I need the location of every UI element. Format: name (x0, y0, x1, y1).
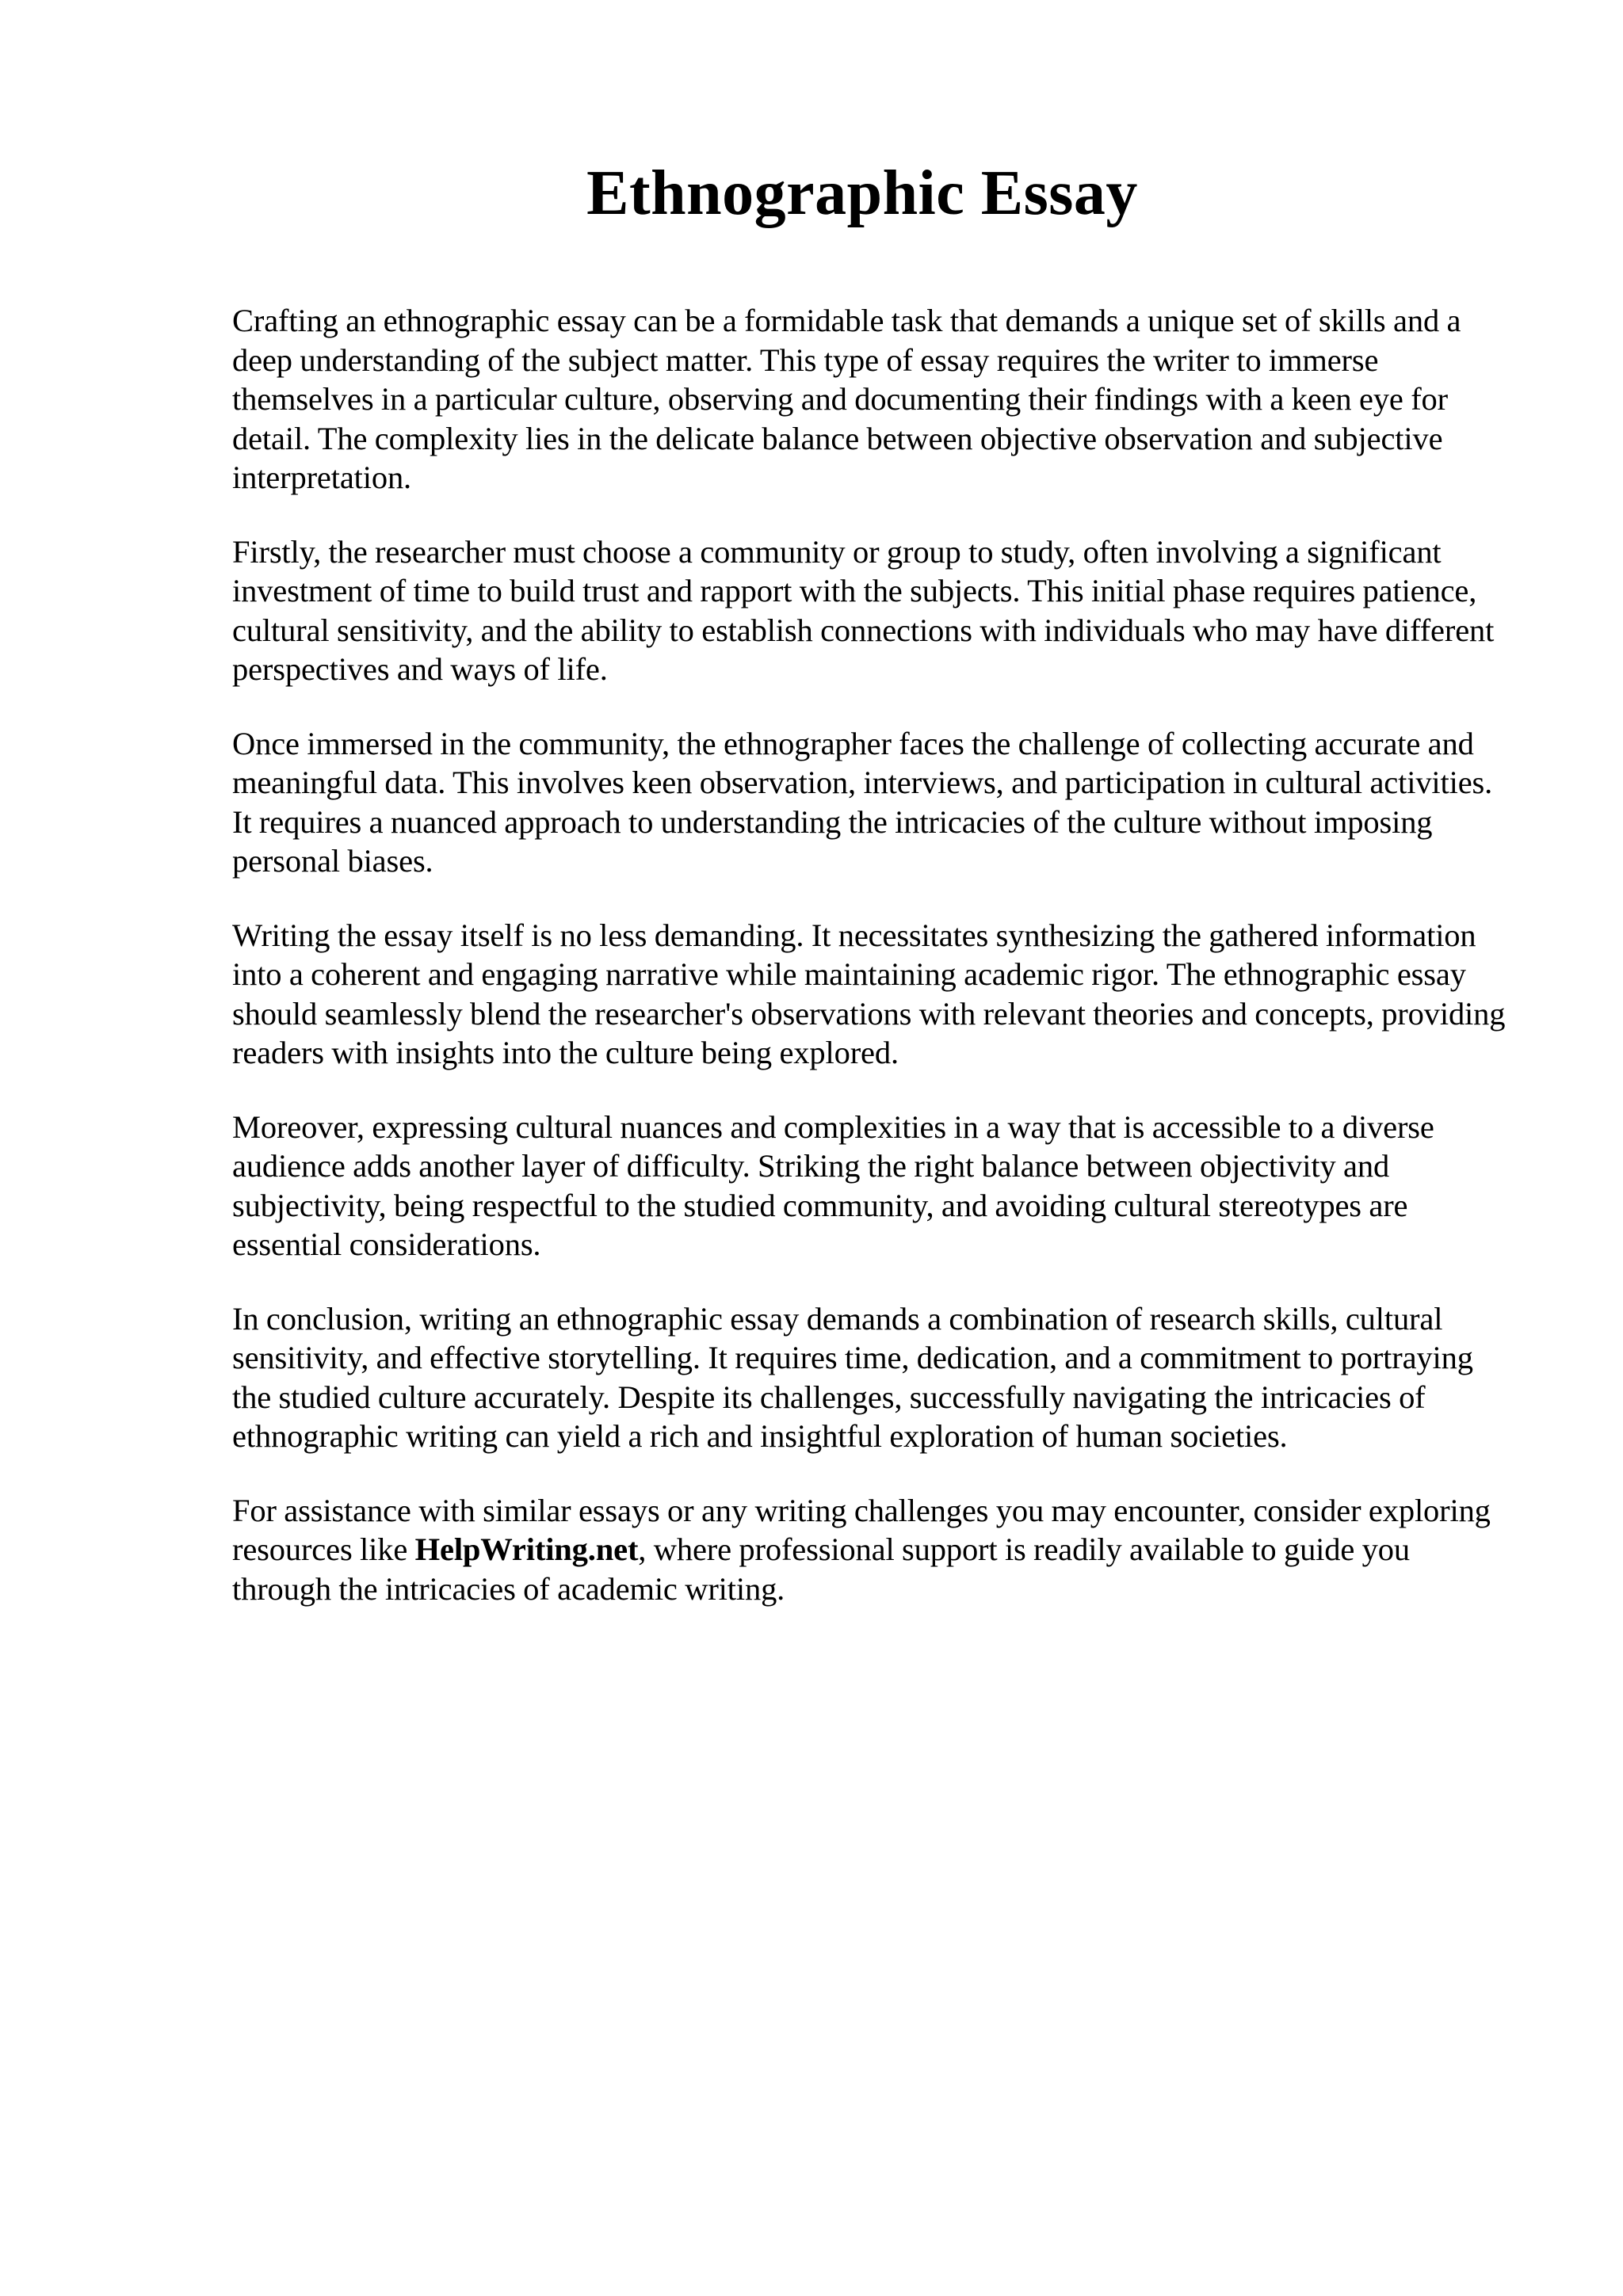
paragraph-intro: Crafting an ethnographic essay can be a formidable task that demands a unique set of skills and a deep understanding of the subject matter. This type of essay requires the writer to immerse themselves in a particular culture, observing and documenting their findings with a keen eye for detail. The complexity lies in the delicate balance between objective observation and subjective interpretation. (232, 303, 1461, 495)
paragraph-writing: Writing the essay itself is no less demanding. It necessitates synthesizing the gathered information into a coherent and engaging narrative while maintaining academic rigor. The ethnographic essay should seamlessly blend the researcher's observations with relevant theories and concepts, providing readers with insights into the culture being explored. (232, 917, 1506, 1070)
paragraph-community: Firstly, the researcher must choose a community or group to study, often involving a significant investment of time to build trust and rapport with the subjects. This initial phase requires patience, cultural sensitivity, and the ability to establish connections with individuals who may have different perspectives and ways of life. (232, 533, 1495, 687)
paragraph-data-collection: Once immersed in the community, the ethnographer faces the challenge of collecting accurate and meaningful data. This involves keen observation, interviews, and participation in cultural activities. It requires a nuanced approach to understanding the intricacies of the culture without imposing personal biases. (232, 725, 1493, 879)
page-title: Ethnographic Essay (586, 158, 1138, 228)
paragraph-conclusion: In conclusion, writing an ethnographic essay demands a combination of research skills, cultural sensitivity, and effective storytelling. It requires time, dedication, and a commitment to portraying the studied culture accurately. Despite its challenges, successfully navigating the intricacies of ethnographic writing can yield a rich and insightful exploration of human societies. (232, 1300, 1473, 1454)
paragraph-assistance (232, 1491, 1516, 1609)
assistance-text-end: , where professional support is readily available to guide you through the intricacies of academic writing. (232, 1531, 1410, 1607)
assistance-text-start: For assistance with similar essays or any writing challenges you may encounter, consider exploring resources like (232, 1492, 1491, 1567)
brand-name: HelpWriting.net (414, 1531, 639, 1567)
paragraph-nuances: Moreover, expressing cultural nuances and complexities in a way that is accessible to a diverse audience adds another layer of difficulty. Striking the right balance between objectivity and subjectivity, being respectful to the studied community, and avoiding cultural stereotypes are essential considerations. (232, 1108, 1434, 1262)
essay-body (232, 301, 1516, 1608)
